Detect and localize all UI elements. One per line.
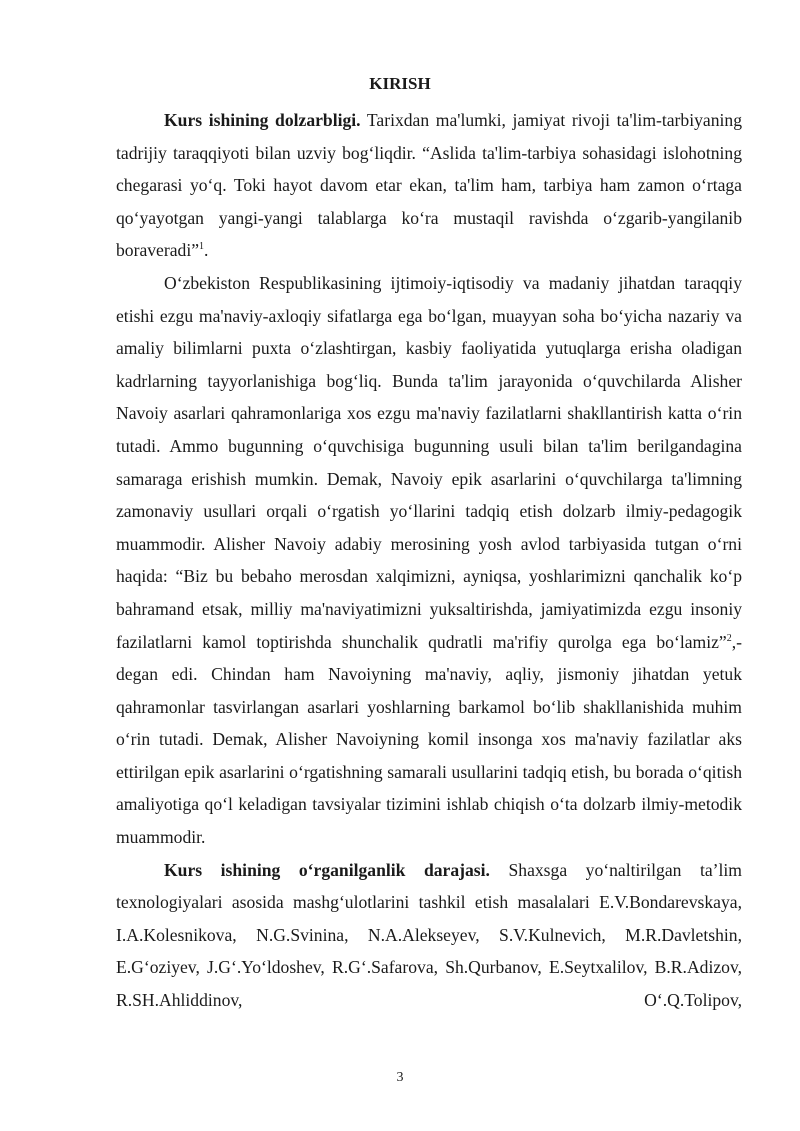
page-number: 3 — [396, 1070, 404, 1085]
paragraph-context — [116, 267, 742, 854]
paragraph-text: Shaxsga yo‘naltirilgan ta’lim texnologiyalari asosida mashg‘ulotlarini tashkil etish masalalari E.V.Bondarevskaya, I.A.Kolesnikova, N.G.Svinina, N.A.Alekseyev, S.V.Kulnevich, M.R.Davletshin, E.G‘oziyev, J.G‘.Yo‘ldoshev, R.G‘.Safarova, Sh.Qurbanov, E.Seytxalilov, B.R.Adizov, R.SH.Ahliddinov, O‘.Q.Tolipov, — [116, 859, 742, 1011]
document-body — [116, 104, 742, 1017]
paragraph-text-after: ,- degan edi. Chindan ham Navoiyning ma'naviy, aqliy, jismoniy jihatdan yetuk qahramonlar tasvirlangan asarlari yoshlarning barkamol bo‘lib shakllanishida muhim o‘rin tutadi. Demak, Alisher Navoiyning komil insonga xos ma'naviy fazilatlar aks ettirilgan epik asarlarini o‘rgatishning samarali usullarini tadqiq etish, bu borada o‘qitish amaliyotiga qo‘l keladigan tavsiyalar tizimini ishlab chiqish o‘ta dolzarb ilmiy-metodik muammodir. — [116, 631, 742, 848]
paragraph-heading: Kurs ishining o‘rganilganlik darajasi. — [164, 859, 490, 880]
paragraph-heading: Kurs ishining dolzarbligi. — [164, 110, 361, 130]
paragraph-text: Tarixdan ma'lumki, jamiyat rivoji ta'lim-tarbiyaning tadrijiy taraqqiyoti bilan uzviy bog‘liqdir. “Aslida ta'lim-tarbiya sohasidagi islohotning chegarasi yo‘q. Toki hayot davom etar ekan, ta'lim ham, tarbiya ham zamon o‘rtaga qo‘yayotgan yangi-yangi talablarga ko‘ra mustaqil ravishda o‘zgarib-yangilanib boraveradi” — [116, 110, 742, 261]
footnote-marker: 2 — [726, 632, 732, 644]
page-title: KIRISH — [369, 74, 431, 93]
paragraph-text: O‘zbekiston Respublikasining ijtimoiy-iqtisodiy va madaniy jihatdan taraqqiy etishi ezgu ma'naviy-axloqiy sifatlarga ega bo‘lgan, muayyan soha bo‘yicha nazariy va amaliy bilimlarni puxta o‘zlashtirgan, kasbiy faoliyatida yutuqlarga erisha oladigan kadrlarning tayyorlanishiga bog‘liq. Bunda ta'lim jarayonida o‘quvchilarda Alisher Navoiy asarlari qahramonlariga xos ezgu ma'naviy fazilatlarni shakllantirish katta o‘rin tutadi. Ammo bugunning o‘quvchisiga bugunning usuli bilan ta'lim berilgandagina samaraga erishish mumkin. Demak, Navoiy epik asarlarini o‘quvchilarga ta'limning zamonaviy usullari orqali o‘rgatish yo‘llarini tadqiq etish dolzarb ilmiy-pedagogik muammodir. Alisher Navoiy adabiy merosining yosh avlod tarbiyasida tutgan o‘rni haqida: “Biz bu bebaho merosdan xalqimizni, ayniqsa, yoshlarimizni qanchalik ko‘p bahramand etsak, milliy ma'naviyatimizni yuksaltirishda, jamiyatimizda ezgu insoniy fazilatlarni kamol toptirishda shunchalik qudratli ma'rifiy qurolga ega bo‘lamiz” — [116, 272, 742, 652]
paragraph-text-after: . — [204, 240, 209, 261]
footnote-marker: 1 — [199, 241, 205, 253]
paragraph-degree-of-study — [116, 854, 742, 1017]
paragraph-relevance — [116, 104, 742, 267]
